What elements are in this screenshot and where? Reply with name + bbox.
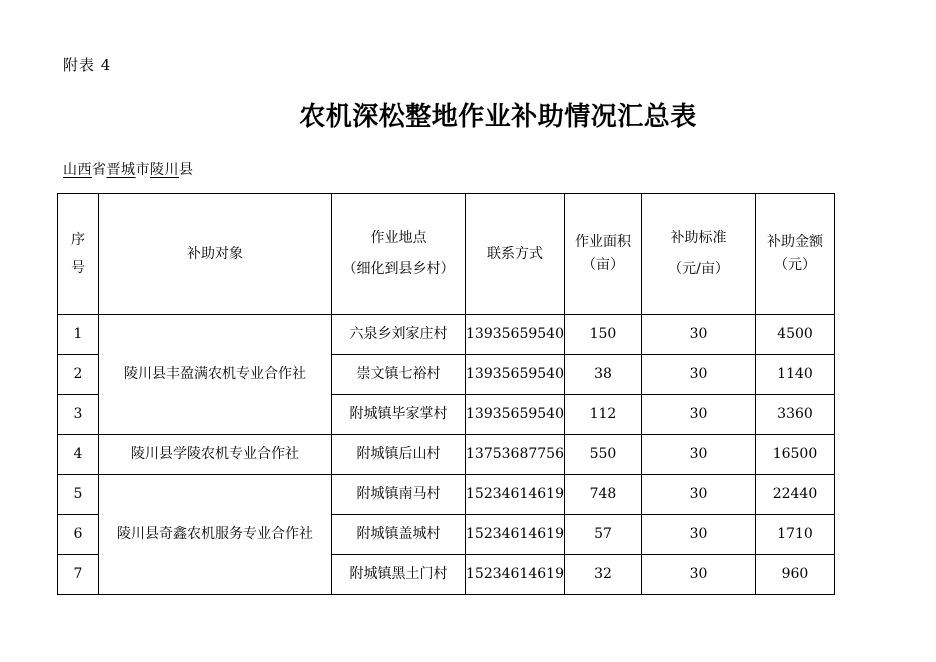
cell-contact: 13935659540 — [466, 355, 565, 395]
cell-standard: 30 — [641, 355, 755, 395]
cell-amount: 1710 — [755, 515, 834, 555]
cell-seq: 4 — [58, 435, 99, 475]
cell-seq: 7 — [58, 555, 99, 595]
cell-standard: 30 — [641, 435, 755, 475]
cell-seq: 1 — [58, 315, 99, 355]
header-location-label: 作业地点 — [370, 230, 427, 247]
cell-target-group: 陵川县丰盈满农机专业合作社 — [99, 315, 332, 435]
cell-location: 附城镇毕家掌村 — [332, 395, 466, 435]
header-target-label: 补助对象 — [187, 245, 243, 262]
region-city-suffix: 市 — [135, 162, 150, 178]
header-location — [332, 194, 466, 315]
table-row — [58, 475, 835, 515]
subsidy-summary-table — [57, 193, 835, 595]
region-line — [63, 159, 194, 179]
cell-area: 38 — [564, 355, 641, 395]
region-city: 晋城 — [106, 162, 136, 178]
cell-amount: 3360 — [755, 395, 834, 435]
cell-seq: 6 — [58, 515, 99, 555]
header-area-label: 作业面积 — [574, 234, 631, 251]
cell-standard: 30 — [641, 315, 755, 355]
cell-area: 150 — [564, 315, 641, 355]
cell-amount: 4500 — [755, 315, 834, 355]
attachment-label: 附表 4 — [63, 56, 112, 74]
cell-standard: 30 — [641, 515, 755, 555]
table-row — [58, 315, 835, 355]
header-amount-label: 补助金额 — [766, 234, 823, 251]
header-contact-label: 联系方式 — [486, 245, 543, 262]
cell-contact: 15234614619 — [466, 475, 565, 515]
cell-contact: 13935659540 — [466, 315, 565, 355]
cell-target-group: 陵川县学陵农机专业合作社 — [99, 435, 332, 475]
cell-location: 崇文镇七裕村 — [332, 355, 466, 395]
header-standard — [641, 194, 755, 315]
cell-seq: 5 — [58, 475, 99, 515]
region-county: 陵川 — [150, 162, 179, 178]
cell-amount: 1140 — [755, 355, 834, 395]
cell-target-group: 陵川县奇鑫农机服务专业合作社 — [99, 475, 332, 595]
cell-area: 112 — [564, 395, 641, 435]
region-county-suffix: 县 — [179, 162, 194, 178]
cell-amount: 22440 — [755, 475, 834, 515]
header-location-note: （细化到县乡村） — [342, 261, 455, 277]
cell-location: 附城镇黑土门村 — [332, 555, 466, 595]
header-seq-label: 序号 — [71, 232, 85, 276]
cell-contact: 13935659540 — [466, 395, 565, 435]
cell-seq: 2 — [58, 355, 99, 395]
cell-standard: 30 — [641, 555, 755, 595]
header-seq — [58, 194, 99, 315]
table-header-row — [58, 194, 835, 315]
cell-contact: 15234614619 — [466, 555, 565, 595]
header-standard-unit: （元/亩） — [668, 261, 729, 277]
header-contact — [466, 194, 565, 315]
cell-amount: 960 — [755, 555, 834, 595]
table-row — [58, 435, 835, 475]
header-area — [564, 194, 641, 315]
cell-location: 六泉乡刘家庄村 — [332, 315, 466, 355]
cell-location: 附城镇盖城村 — [332, 515, 466, 555]
cell-standard: 30 — [641, 475, 755, 515]
cell-location: 附城镇南马村 — [332, 475, 466, 515]
cell-amount: 16500 — [755, 435, 834, 475]
cell-area: 32 — [564, 555, 641, 595]
header-standard-label: 补助标准 — [670, 230, 727, 247]
cell-location: 附城镇后山村 — [332, 435, 466, 475]
header-target — [99, 194, 332, 315]
cell-standard: 30 — [641, 395, 755, 435]
cell-seq: 3 — [58, 395, 99, 435]
header-amount-unit: （元） — [773, 257, 816, 273]
cell-contact: 13753687756 — [466, 435, 565, 475]
cell-contact: 15234614619 — [466, 515, 565, 555]
document-title: 农机深松整地作业补助情况汇总表 — [299, 102, 697, 132]
region-province: 山西 — [63, 162, 92, 178]
header-area-unit: （亩） — [581, 257, 624, 273]
cell-area: 57 — [564, 515, 641, 555]
region-province-suffix: 省 — [92, 162, 107, 178]
cell-area: 748 — [564, 475, 641, 515]
cell-area: 550 — [564, 435, 641, 475]
header-amount — [755, 194, 834, 315]
